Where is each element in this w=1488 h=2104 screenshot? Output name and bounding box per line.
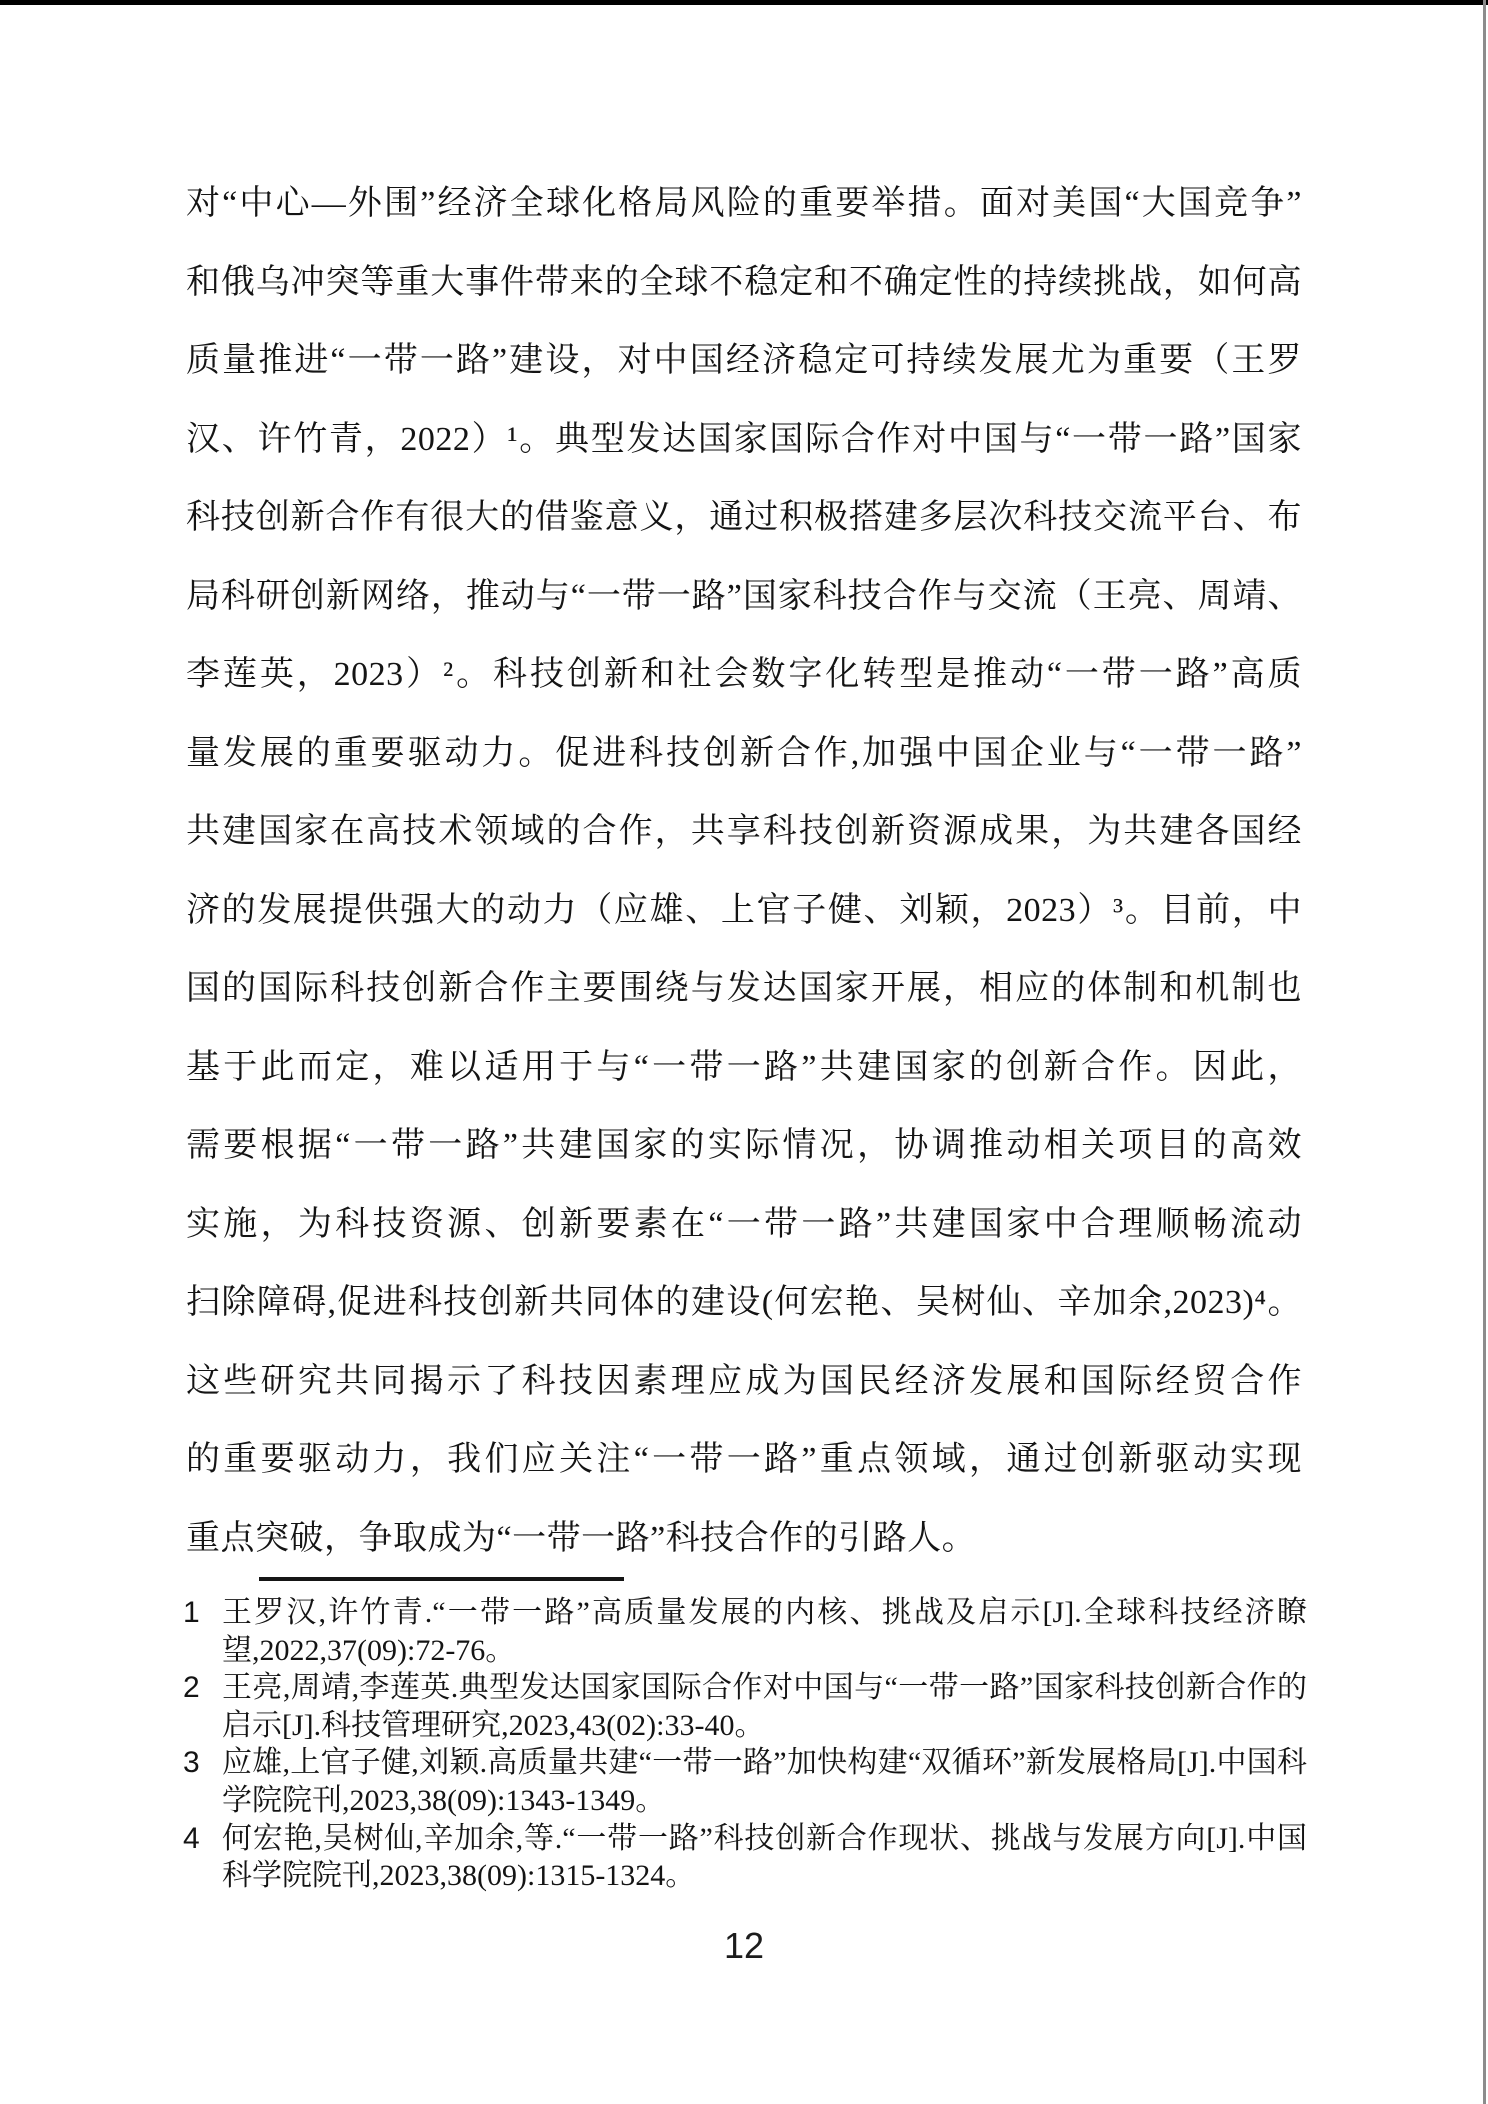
footnote-text: 王罗汉,许竹青.“一带一路”高质量发展的内核、挑战及启示[J].全球科技经济瞭望,2022,37(09):72-76。	[222, 1596, 1307, 1667]
footnote-item	[183, 1669, 1307, 1744]
footnote-text: 何宏艳,吴树仙,辛加余,等.“一带一路”科技创新合作现状、挑战与发展方向[J].中国科学院院刊,2023,38(09):1315-1324。	[222, 1821, 1307, 1893]
body-text-line: 汉、许竹青，2022）¹。典型发达国家国际合作对中国与“一带一路”国家	[186, 420, 1302, 458]
body-text-line: 基于此而定，难以适用于与“一带一路”共建国家的创新合作。因此，	[186, 1048, 1302, 1086]
body-text-line: 科技创新合作有很大的借鉴意义，通过积极搭建多层次科技交流平台、布	[186, 499, 1302, 536]
body-text-line: 济的发展提供强大的动力（应雄、上官子健、刘颖，2023）³。目前，中	[186, 891, 1302, 929]
footnote-number: 4	[183, 1821, 200, 1855]
footnote-item	[183, 1744, 1307, 1819]
body-text-line: 对“中心—外围”经济全球化格局风险的重要举措。面对美国“大国竞争”	[186, 185, 1302, 222]
body-text-line: 重点突破，争取成为“一带一路”科技合作的引路人。	[186, 1519, 977, 1557]
page-top-edge	[0, 0, 1488, 5]
footnote-separator-rule	[259, 1577, 624, 1581]
body-text-line: 国的国际科技创新合作主要围绕与发达国家开展，相应的体制和机制也	[186, 970, 1302, 1007]
body-text-line: 李莲英，2023）²。科技创新和社会数字化转型是推动“一带一路”高质	[186, 656, 1302, 693]
footnote-item	[183, 1594, 1307, 1669]
body-paragraph	[186, 165, 1302, 1578]
page-number: 12	[723, 1925, 765, 1966]
body-text-line: 扫除障碍,促进科技创新共同体的建设(何宏艳、吴树仙、辛加余,2023)⁴。	[186, 1284, 1302, 1321]
body-text-line: 需要根据“一带一路”共建国家的实际情况，协调推动相关项目的高效	[186, 1127, 1302, 1164]
footnote-number: 2	[183, 1671, 200, 1705]
page-right-edge	[1483, 0, 1486, 2104]
footnote-number: 3	[183, 1746, 200, 1780]
body-text-line: 共建国家在高技术领域的合作，共享科技创新资源成果，为共建各国经	[186, 813, 1302, 850]
body-text-line: 量发展的重要驱动力。促进科技创新合作,加强中国企业与“一带一路”	[186, 734, 1302, 772]
body-text-line: 的重要驱动力，我们应关注“一带一路”重点领域，通过创新驱动实现	[186, 1441, 1302, 1478]
footnote-item	[183, 1820, 1307, 1895]
footnote-text: 王亮,周靖,李莲英.典型发达国家国际合作对中国与“一带一路”国家科技创新合作的启示[J].科技管理研究,2023,43(02):33-40。	[222, 1671, 1307, 1742]
footnote-number: 1	[183, 1596, 200, 1629]
body-text-line: 局科研创新网络，推动与“一带一路”国家科技合作与交流（王亮、周靖、	[186, 577, 1302, 615]
body-text-line: 和俄乌冲突等重大事件带来的全球不稳定和不确定性的持续挑战，如何高	[186, 263, 1302, 301]
body-text-line: 实施，为科技资源、创新要素在“一带一路”共建国家中合理顺畅流动	[186, 1205, 1302, 1243]
body-text-line: 这些研究共同揭示了科技因素理应成为国民经济发展和国际经贸合作	[186, 1362, 1302, 1400]
footnote-text: 应雄,上官子健,刘颖.高质量共建“一带一路”加快构建“双循环”新发展格局[J].中国科学院院刊,2023,38(09):1343-1349。	[222, 1746, 1307, 1817]
footnotes-section	[183, 1594, 1307, 1895]
body-text-line: 质量推进“一带一路”建设，对中国经济稳定可持续发展尤为重要（王罗	[186, 342, 1302, 379]
